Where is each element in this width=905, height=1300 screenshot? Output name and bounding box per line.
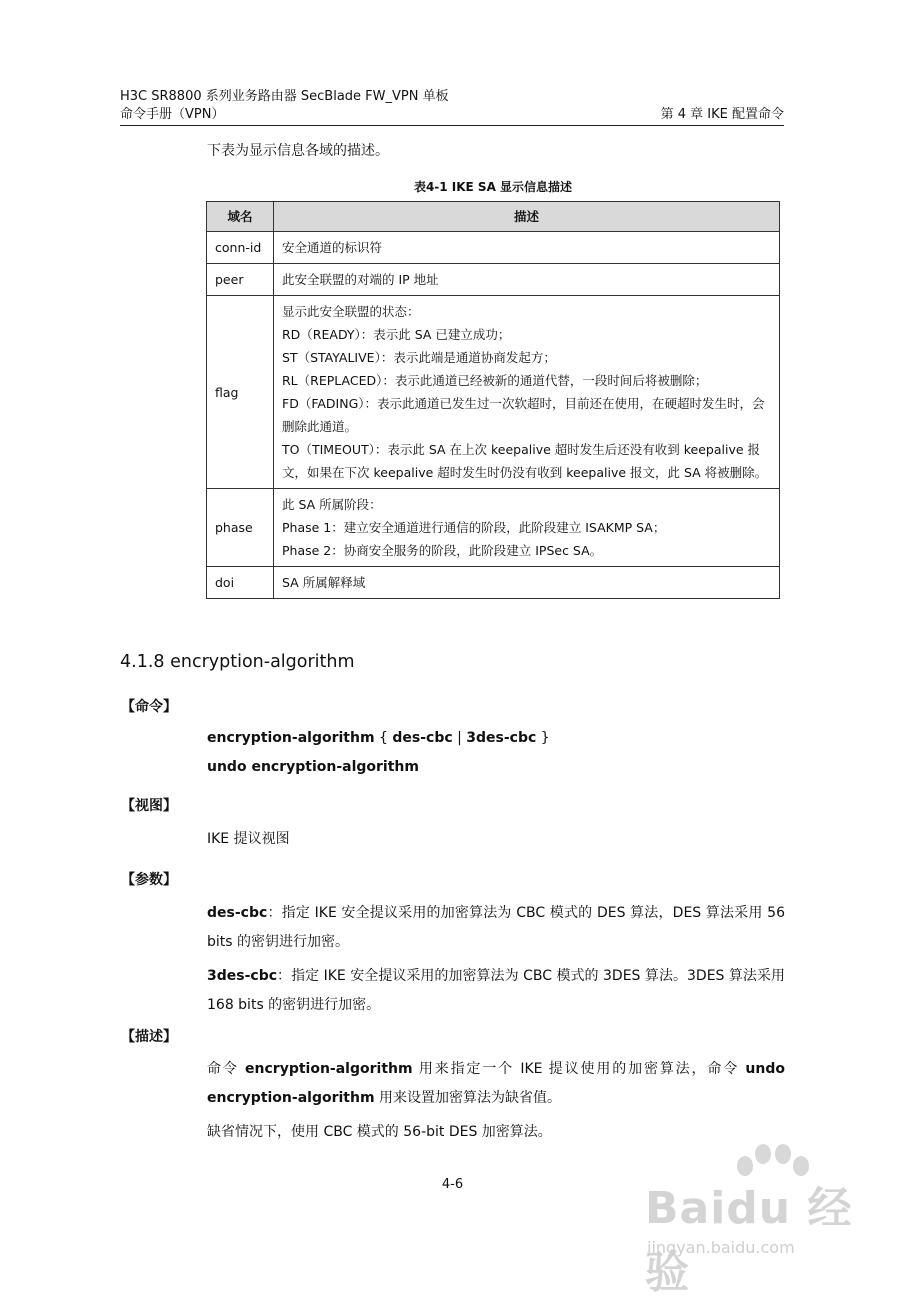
description-line: 显示此安全联盟的状态：	[282, 304, 420, 319]
params-block	[207, 899, 785, 1020]
intro-text: 下表为显示信息各域的描述。	[207, 143, 389, 159]
description-line: RL（REPLACED）：表示此通道已经被新的通道代替，一段时间后将被删除；	[282, 373, 708, 388]
header-subtitle-row	[120, 106, 784, 124]
header-manual-name: 命令手册（VPN）	[120, 107, 225, 122]
view-text: IKE 提议视图	[207, 831, 290, 847]
table-row	[207, 489, 780, 567]
field-description-cell	[274, 567, 780, 599]
table-row	[207, 232, 780, 264]
command-label: 【命令】	[121, 699, 177, 715]
description-label: 【描述】	[121, 1029, 177, 1045]
header-divider	[120, 125, 784, 126]
field-name-cell: peer	[207, 264, 274, 296]
description-line: 此 SA 所属阶段：	[282, 497, 382, 512]
section-title: 4.1.8 encryption-algorithm	[120, 652, 355, 672]
ike-sa-table	[206, 201, 780, 599]
table-caption: 表4-1 IKE SA 显示信息描述	[413, 180, 573, 194]
description-line: ST（STAYALIVE）：表示此端是通道协商发起方；	[282, 350, 556, 365]
command-block	[207, 724, 785, 782]
description-line: Phase 2：协商安全服务的阶段，此阶段建立 IPSec SA。	[282, 543, 603, 558]
description-line: SA 所属解释域	[282, 575, 366, 590]
params-label: 【参数】	[121, 872, 177, 888]
default-text: 缺省情况下，使用 CBC 模式的 56-bit DES 加密算法。	[207, 1124, 552, 1140]
header-title: H3C SR8800 系列业务路由器 SecBlade FW_VPN 单板	[120, 89, 449, 104]
field-description-cell	[274, 296, 780, 489]
baidu-watermark	[645, 1140, 875, 1298]
page-number: 4-6	[441, 1177, 464, 1192]
field-name-cell: conn-id	[207, 232, 274, 264]
command-syntax: encryption-algorithm { des-cbc | 3des-cbc }	[207, 730, 550, 746]
field-description-cell	[274, 264, 780, 296]
command-undo-syntax: undo encryption-algorithm	[207, 759, 419, 775]
watermark-brand: Baidu 经验	[645, 1183, 853, 1298]
description-line: Phase 1：建立安全通道进行通信的阶段，此阶段建立 ISAKMP SA；	[282, 520, 666, 535]
table-header-field: 域名	[207, 202, 274, 232]
field-description-cell	[274, 232, 780, 264]
field-description-cell	[274, 489, 780, 567]
description-line: 安全通道的标识符	[282, 240, 383, 255]
table-header-desc: 描述	[274, 202, 780, 232]
table-row	[207, 264, 780, 296]
table-row	[207, 296, 780, 489]
header-chapter: 第 4 章 IKE 配置命令	[660, 107, 784, 122]
description-line: RD（READY）：表示此 SA 已建立成功；	[282, 327, 511, 342]
description-block	[207, 1055, 785, 1147]
watermark-url: jingyan.baidu.com	[647, 1238, 795, 1257]
field-name-cell: phase	[207, 489, 274, 567]
view-label: 【视图】	[121, 798, 177, 814]
table-row	[207, 567, 780, 599]
description-line: TO（TIMEOUT）：表示此 SA 在上次 keepalive 超时发生后还没有收到 keepalive 报文，如果在下次 keepalive 超时发生时仍没有收到 keepalive 报文，此 SA 将被删除。	[282, 442, 768, 480]
param-des-cbc: des-cbc：指定 IKE 安全提议采用的加密算法为 CBC 模式的 DES 算法，DES 算法采用 56 bits 的密钥进行加密。	[207, 905, 785, 950]
description-text: 命令 encryption-algorithm 用来指定一个 IKE 提议使用的加密算法，命令 undo encryption-algorithm 用来设置加密算法为缺省值。	[207, 1061, 785, 1106]
description-line: FD（FADING）：表示此通道已发生过一次软超时，目前还在使用，在硬超时发生时，会删除此通道。	[282, 396, 765, 434]
description-line: 此安全联盟的对端的 IP 地址	[282, 272, 439, 287]
field-name-cell: doi	[207, 567, 274, 599]
param-3des-cbc: 3des-cbc：指定 IKE 安全提议采用的加密算法为 CBC 模式的 3DES 算法。3DES 算法采用 168 bits 的密钥进行加密。	[207, 968, 785, 1013]
field-name-cell: flag	[207, 296, 274, 489]
